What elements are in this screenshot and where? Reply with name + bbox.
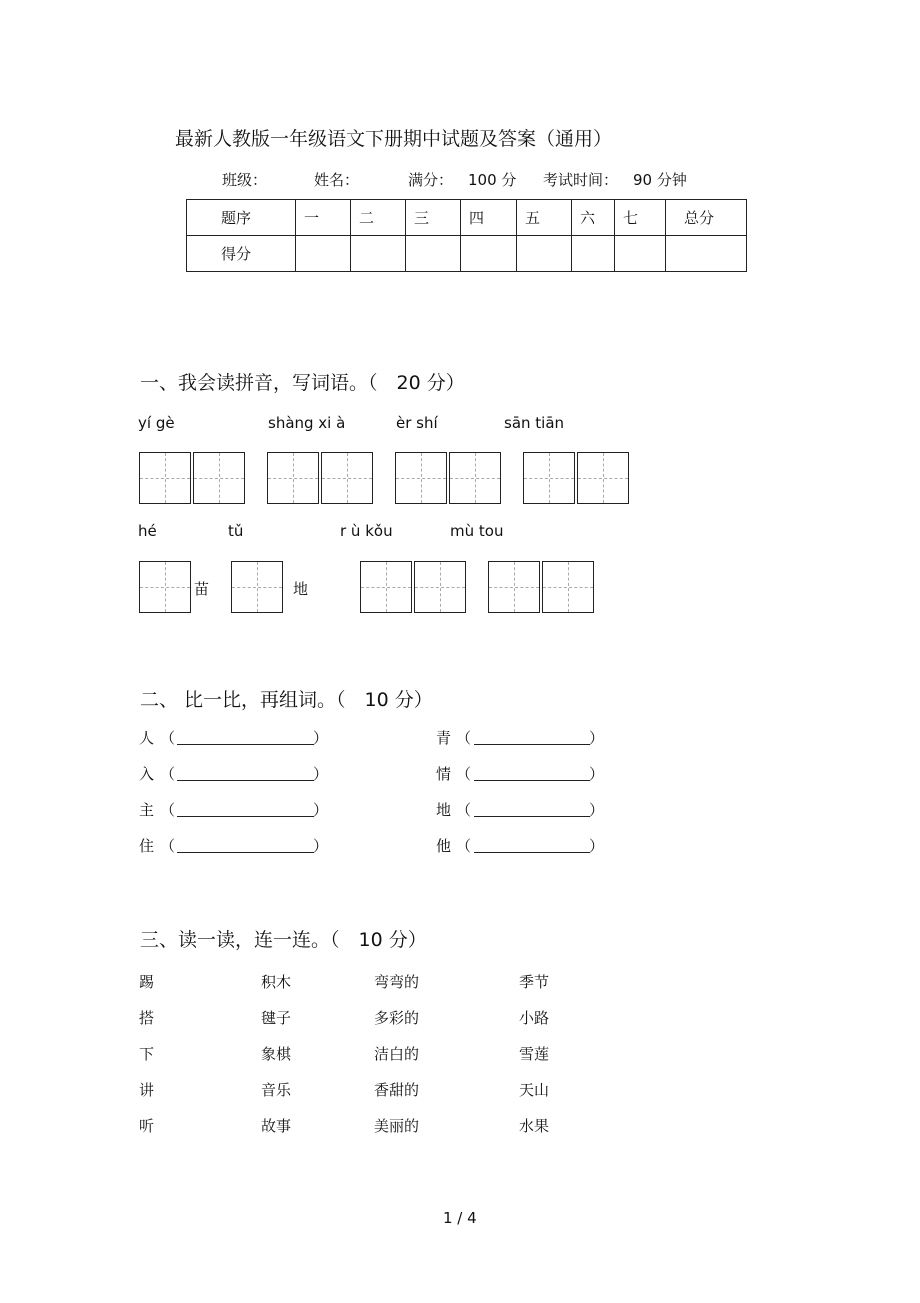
class-label: 班级：	[222, 171, 268, 189]
match-item[interactable]: 水果	[519, 1117, 550, 1135]
pinyin-label: tǔ	[228, 522, 244, 540]
page-number: 1 / 4	[443, 1209, 477, 1227]
open-paren: （	[456, 729, 472, 747]
close-paren: ）	[589, 837, 605, 855]
match-item[interactable]: 小路	[519, 1009, 550, 1027]
close-paren: ）	[313, 729, 329, 747]
pinyin-label: mù tou	[450, 522, 504, 540]
match-item[interactable]: 故事	[261, 1117, 292, 1135]
score-table	[186, 199, 747, 272]
match-item[interactable]: 洁白的	[374, 1045, 420, 1063]
writing-grid-box[interactable]	[193, 452, 245, 504]
full-score-value: 100 分	[468, 171, 517, 189]
exam-time-label: 考试时间：	[543, 171, 619, 189]
pinyin-label: r ù kǒu	[340, 522, 393, 540]
section1-heading: 一、我会读拼音，写词语。（ 20 分）	[140, 372, 465, 394]
match-item[interactable]: 雪莲	[519, 1045, 550, 1063]
match-item[interactable]: 天山	[519, 1081, 550, 1099]
writing-grid-box[interactable]	[414, 561, 466, 613]
close-paren: ）	[313, 765, 329, 783]
open-paren: （	[160, 801, 176, 819]
answer-line[interactable]	[177, 779, 314, 781]
score-input-cell[interactable]	[461, 236, 517, 272]
answer-line[interactable]	[177, 743, 314, 745]
score-header-cell: 六	[572, 200, 615, 236]
open-paren: （	[456, 837, 472, 855]
exam-time-value: 90 分钟	[633, 171, 687, 189]
score-header-cell: 总分	[666, 200, 747, 236]
score-input-cell[interactable]	[517, 236, 572, 272]
full-score-label: 满分：	[408, 171, 454, 189]
compare-char: 人	[139, 729, 155, 747]
match-item[interactable]: 象棋	[261, 1045, 292, 1063]
word-suffix: 地	[293, 580, 309, 598]
score-input-cell[interactable]	[296, 236, 351, 272]
score-input-cell[interactable]	[351, 236, 406, 272]
match-item[interactable]: 美丽的	[374, 1117, 420, 1135]
writing-grid-box[interactable]	[395, 452, 447, 504]
match-item[interactable]: 踢	[139, 973, 155, 991]
match-item[interactable]: 香甜的	[374, 1081, 420, 1099]
compare-char: 入	[139, 765, 155, 783]
writing-grid-box[interactable]	[267, 452, 319, 504]
writing-grid-box[interactable]	[488, 561, 540, 613]
score-header-cell: 三	[406, 200, 461, 236]
pinyin-label: shàng xi à	[268, 414, 346, 432]
score-table-header-row	[187, 200, 747, 236]
open-paren: （	[456, 765, 472, 783]
answer-line[interactable]	[474, 779, 590, 781]
match-item[interactable]: 积木	[261, 973, 292, 991]
writing-grid-box[interactable]	[139, 561, 191, 613]
answer-line[interactable]	[474, 815, 590, 817]
answer-line[interactable]	[177, 851, 314, 853]
pinyin-label: sān tiān	[504, 414, 565, 432]
score-row-label: 得分	[187, 236, 296, 272]
match-item[interactable]: 音乐	[261, 1081, 292, 1099]
match-item[interactable]: 搭	[139, 1009, 155, 1027]
score-header-cell: 题序	[187, 200, 296, 236]
writing-grid-box[interactable]	[449, 452, 501, 504]
word-suffix: 苗	[194, 580, 210, 598]
match-item[interactable]: 讲	[139, 1081, 155, 1099]
compare-char: 住	[139, 837, 155, 855]
writing-grid-box[interactable]	[523, 452, 575, 504]
match-item[interactable]: 弯弯的	[374, 973, 420, 991]
writing-grid-box[interactable]	[231, 561, 283, 613]
writing-grid-box[interactable]	[321, 452, 373, 504]
compare-char: 主	[139, 801, 155, 819]
close-paren: ）	[589, 729, 605, 747]
open-paren: （	[160, 729, 176, 747]
answer-line[interactable]	[177, 815, 314, 817]
match-item[interactable]: 下	[139, 1045, 155, 1063]
section2-heading: 二、 比一比，再组词。（ 10 分）	[140, 689, 433, 711]
score-header-cell: 二	[351, 200, 406, 236]
writing-grid-box[interactable]	[577, 452, 629, 504]
match-item[interactable]: 季节	[519, 973, 550, 991]
score-input-cell[interactable]	[406, 236, 461, 272]
match-item[interactable]: 毽子	[261, 1009, 292, 1027]
score-header-cell: 七	[615, 200, 666, 236]
compare-char: 情	[436, 765, 452, 783]
score-header-cell: 四	[461, 200, 517, 236]
score-input-cell[interactable]	[666, 236, 747, 272]
open-paren: （	[160, 837, 176, 855]
compare-char: 地	[436, 801, 452, 819]
score-input-cell[interactable]	[572, 236, 615, 272]
open-paren: （	[456, 801, 472, 819]
score-header-cell: 一	[296, 200, 351, 236]
pinyin-label: èr shí	[396, 414, 438, 432]
score-input-cell[interactable]	[615, 236, 666, 272]
writing-grid-box[interactable]	[542, 561, 594, 613]
answer-line[interactable]	[474, 851, 590, 853]
pinyin-label: hé	[138, 522, 157, 540]
close-paren: ）	[589, 801, 605, 819]
score-table-score-row	[187, 236, 747, 272]
compare-char: 他	[436, 837, 452, 855]
match-item[interactable]: 听	[139, 1117, 155, 1135]
close-paren: ）	[313, 801, 329, 819]
section3-heading: 三、读一读，连一连。（ 10 分）	[140, 929, 427, 951]
name-label: 姓名：	[314, 171, 360, 189]
answer-line[interactable]	[474, 743, 590, 745]
close-paren: ）	[589, 765, 605, 783]
compare-char: 青	[436, 729, 452, 747]
open-paren: （	[160, 765, 176, 783]
close-paren: ）	[313, 837, 329, 855]
pinyin-label: yí gè	[138, 414, 175, 432]
writing-grid-box[interactable]	[139, 452, 191, 504]
match-item[interactable]: 多彩的	[374, 1009, 420, 1027]
page-title: 最新人教版一年级语文下册期中试题及答案（通用）	[175, 128, 613, 150]
writing-grid-box[interactable]	[360, 561, 412, 613]
score-header-cell: 五	[517, 200, 572, 236]
